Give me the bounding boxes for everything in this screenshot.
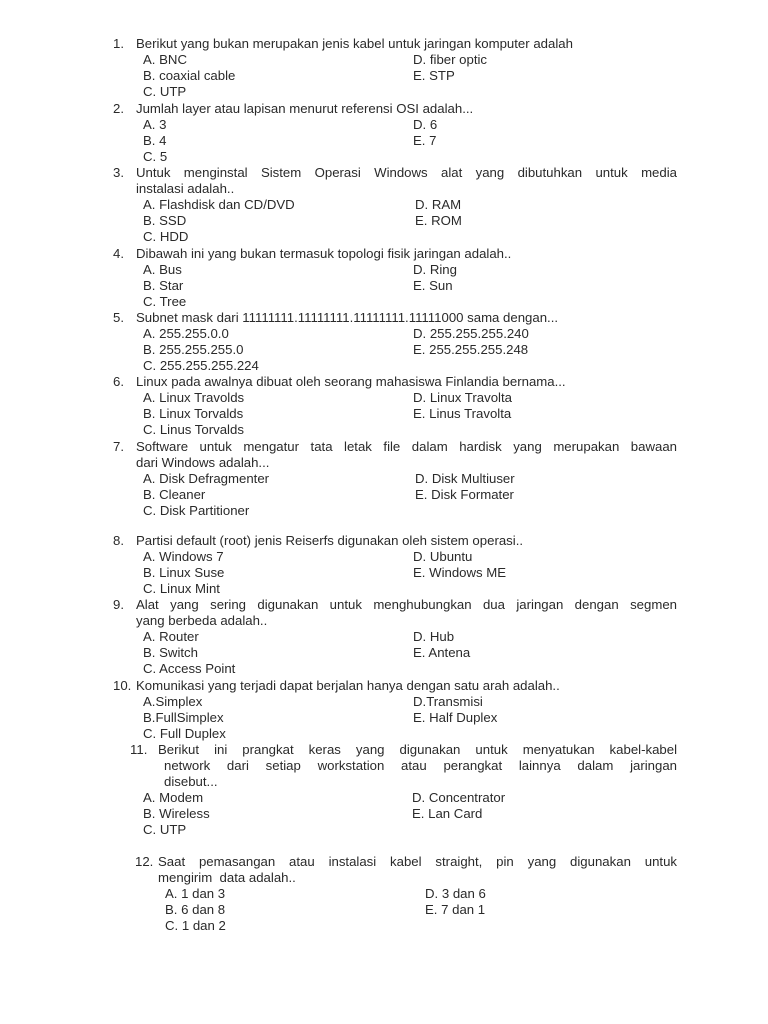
option-b: B. SSD — [143, 213, 187, 228]
option-a: A. Linux Travolds — [143, 390, 245, 405]
question-text: Software untuk mengatur tata letak file dalam hardisk yang merupakan bawaan — [136, 439, 677, 454]
option-a: A. Windows 7 — [143, 549, 224, 564]
option-b: B. Linux Torvalds — [143, 406, 244, 421]
option-b: B. 6 dan 8 — [165, 902, 226, 917]
option-d: D. Ring — [413, 262, 457, 277]
question-text: Saat pemasangan atau instalasi kabel straight, pin yang digunakan untuk — [158, 854, 677, 869]
question-text: Partisi default (root) jenis Reiserfs digunakan oleh sistem operasi.. — [136, 533, 524, 548]
option-e: E. Sun — [413, 278, 453, 293]
option-c: C. UTP — [143, 822, 187, 837]
question-number: 5. — [113, 310, 124, 325]
option-e: E. Half Duplex — [413, 710, 498, 725]
question-text: Dibawah ini yang bukan termasuk topologi fisik jaringan adalah.. — [136, 246, 512, 261]
option-a: A. BNC — [143, 52, 187, 67]
option-d: D.Transmisi — [413, 694, 483, 709]
question-number: 2. — [113, 101, 124, 116]
option-e: E. ROM — [415, 213, 462, 228]
question-number: 8. — [113, 533, 124, 548]
option-c: C. HDD — [143, 229, 189, 244]
option-e: E. 7 — [413, 133, 437, 148]
option-c: C. UTP — [143, 84, 187, 99]
option-c: C. Access Point — [143, 661, 236, 676]
option-c: C. Linux Mint — [143, 581, 220, 596]
question-text-continued: network dari setiap workstation atau perangkat lainnya dalam jaringan — [164, 758, 677, 773]
question-text: Komunikasi yang terjadi dapat berjalan hanya dengan satu arah adalah.. — [136, 678, 560, 693]
option-e: E. Windows ME — [413, 565, 507, 580]
question-text: Alat yang sering digunakan untuk menghubungkan dua jaringan dengan segmen — [136, 597, 677, 612]
option-e: E. Disk Formater — [415, 487, 514, 502]
option-a: A. 3 — [143, 117, 167, 132]
question-number: 12. — [135, 854, 154, 869]
question-text-continued: disebut... — [164, 774, 218, 789]
option-a: A. 1 dan 3 — [165, 886, 226, 901]
question-text: Berikut ini prangkat keras yang digunakan untuk menyatukan kabel-kabel — [158, 742, 677, 757]
question-text-continued: dari Windows adalah... — [136, 455, 270, 470]
option-d: D. Disk Multiuser — [415, 471, 515, 486]
option-d: D. 3 dan 6 — [425, 886, 486, 901]
question-number: 7. — [113, 439, 124, 454]
option-a: A. Modem — [143, 790, 204, 805]
option-b: B. coaxial cable — [143, 68, 236, 83]
option-d: D. Linux Travolta — [413, 390, 512, 405]
option-e: E. Linus Travolta — [413, 406, 512, 421]
option-b: B. Star — [143, 278, 184, 293]
question-number: 11. — [130, 742, 148, 757]
option-c: C. Linus Torvalds — [143, 422, 244, 437]
option-c: C. 255.255.255.224 — [143, 358, 259, 373]
option-d: D. Concentrator — [412, 790, 506, 805]
question-number: 4. — [113, 246, 124, 261]
question-number: 6. — [113, 374, 124, 389]
option-b: B. 255.255.255.0 — [143, 342, 244, 357]
option-c: C. Full Duplex — [143, 726, 226, 741]
question-number: 3. — [113, 165, 124, 180]
question-text: Jumlah layer atau lapisan menurut referensi OSI adalah... — [136, 101, 474, 116]
option-c: C. 1 dan 2 — [165, 918, 226, 933]
option-d: D. Hub — [413, 629, 455, 644]
option-a: A. Router — [143, 629, 199, 644]
option-b: B. Cleaner — [143, 487, 206, 502]
option-e: E. Lan Card — [412, 806, 483, 821]
option-a: A. Disk Defragmenter — [143, 471, 270, 486]
option-d: D. 6 — [413, 117, 438, 132]
option-d: D. 255.255.255.240 — [413, 326, 529, 341]
option-e: E. STP — [413, 68, 455, 83]
question-number: 1. — [113, 36, 124, 51]
question-text-continued: yang berbeda adalah.. — [136, 613, 268, 628]
option-a: A. 255.255.0.0 — [143, 326, 229, 341]
option-d: D. RAM — [415, 197, 462, 212]
option-e: E. 255.255.255.248 — [413, 342, 529, 357]
question-number: 9. — [113, 597, 124, 612]
option-a: A. Flashdisk dan CD/DVD — [143, 197, 295, 212]
option-b: B. Switch — [143, 645, 198, 660]
option-d: D. Ubuntu — [413, 549, 473, 564]
question-text-continued: instalasi adalah.. — [136, 181, 235, 196]
option-e: E. 7 dan 1 — [425, 902, 486, 917]
option-a: A. Bus — [143, 262, 182, 277]
question-number: 10. — [113, 678, 132, 693]
option-a: A.Simplex — [143, 694, 203, 709]
question-text-continued: mengirim data adalah.. — [158, 870, 296, 885]
option-c: C. Disk Partitioner — [143, 503, 250, 518]
option-b: B. Wireless — [143, 806, 210, 821]
question-text: Berikut yang bukan merupakan jenis kabel untuk jaringan komputer adalah — [136, 36, 573, 51]
option-e: E. Antena — [413, 645, 471, 660]
option-c: C. Tree — [143, 294, 187, 309]
option-d: D. fiber optic — [413, 52, 488, 67]
question-text: Untuk menginstal Sistem Operasi Windows alat yang dibutuhkan untuk media — [136, 165, 677, 180]
option-b: B. 4 — [143, 133, 167, 148]
question-text: Linux pada awalnya dibuat oleh seorang mahasiswa Finlandia bernama... — [136, 374, 566, 389]
option-c: C. 5 — [143, 149, 168, 164]
question-text: Subnet mask dari 11111111.11111111.11111111.11111000 sama dengan... — [136, 310, 559, 325]
option-b: B.FullSimplex — [143, 710, 224, 725]
option-b: B. Linux Suse — [143, 565, 225, 580]
